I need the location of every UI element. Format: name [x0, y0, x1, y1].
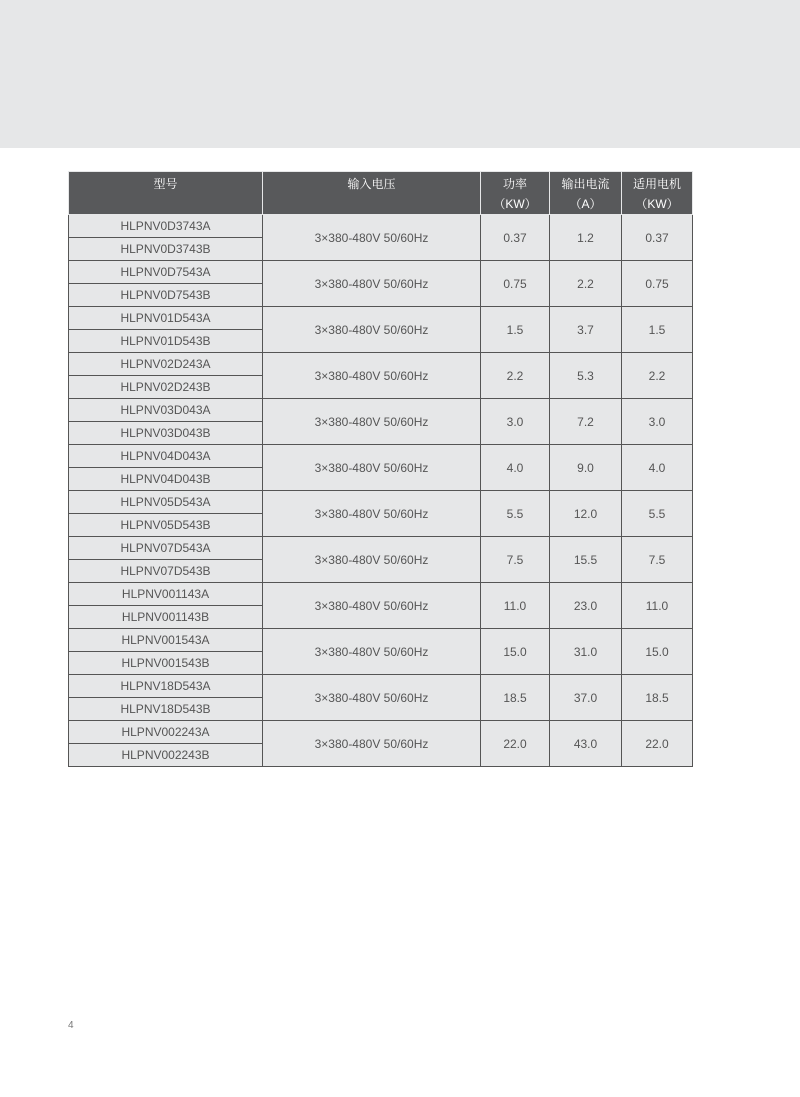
current-cell: 3.7	[550, 307, 622, 353]
voltage-cell: 3×380-480V 50/60Hz	[263, 675, 481, 721]
motor-cell: 7.5	[622, 537, 693, 583]
model-cell: HLPNV002243A	[69, 721, 263, 744]
spec-table	[68, 171, 693, 767]
power-cell: 3.0	[481, 399, 550, 445]
model-cell: HLPNV03D043B	[69, 422, 263, 445]
page-number: 4	[68, 1020, 74, 1031]
power-cell: 4.0	[481, 445, 550, 491]
table-row	[69, 215, 693, 238]
current-cell: 7.2	[550, 399, 622, 445]
model-cell: HLPNV001143B	[69, 606, 263, 629]
model-cell: HLPNV0D3743A	[69, 215, 263, 238]
model-cell: HLPNV0D7543B	[69, 284, 263, 307]
power-cell: 22.0	[481, 721, 550, 767]
model-cell: HLPNV0D7543A	[69, 261, 263, 284]
model-cell: HLPNV001543B	[69, 652, 263, 675]
table-row	[69, 353, 693, 376]
motor-cell: 2.2	[622, 353, 693, 399]
model-cell: HLPNV02D243A	[69, 353, 263, 376]
voltage-cell: 3×380-480V 50/60Hz	[263, 491, 481, 537]
motor-cell: 11.0	[622, 583, 693, 629]
table-row	[69, 675, 693, 698]
power-cell: 2.2	[481, 353, 550, 399]
motor-cell: 5.5	[622, 491, 693, 537]
power-cell: 7.5	[481, 537, 550, 583]
model-cell: HLPNV0D3743B	[69, 238, 263, 261]
table-row	[69, 445, 693, 468]
power-cell: 15.0	[481, 629, 550, 675]
model-cell: HLPNV02D243B	[69, 376, 263, 399]
top-banner-band	[0, 0, 800, 148]
table-row	[69, 537, 693, 560]
voltage-cell: 3×380-480V 50/60Hz	[263, 261, 481, 307]
header-power: 功率 （KW）	[481, 172, 550, 215]
model-cell: HLPNV01D543B	[69, 330, 263, 353]
voltage-cell: 3×380-480V 50/60Hz	[263, 583, 481, 629]
power-cell: 5.5	[481, 491, 550, 537]
voltage-cell: 3×380-480V 50/60Hz	[263, 215, 481, 261]
current-cell: 31.0	[550, 629, 622, 675]
header-output-current-unit: （A）	[569, 197, 602, 211]
spec-table-body	[69, 215, 693, 767]
motor-cell: 1.5	[622, 307, 693, 353]
current-cell: 43.0	[550, 721, 622, 767]
power-cell: 1.5	[481, 307, 550, 353]
model-cell: HLPNV001543A	[69, 629, 263, 652]
current-cell: 37.0	[550, 675, 622, 721]
header-output-current: 输出电流 （A）	[550, 172, 622, 215]
table-row	[69, 629, 693, 652]
current-cell: 5.3	[550, 353, 622, 399]
header-motor-unit: （KW）	[635, 197, 679, 211]
current-cell: 2.2	[550, 261, 622, 307]
model-cell: HLPNV18D543A	[69, 675, 263, 698]
header-power-unit: （KW）	[493, 197, 537, 211]
motor-cell: 15.0	[622, 629, 693, 675]
table-row	[69, 721, 693, 744]
power-cell: 11.0	[481, 583, 550, 629]
voltage-cell: 3×380-480V 50/60Hz	[263, 445, 481, 491]
model-cell: HLPNV07D543A	[69, 537, 263, 560]
model-cell: HLPNV01D543A	[69, 307, 263, 330]
voltage-cell: 3×380-480V 50/60Hz	[263, 353, 481, 399]
motor-cell: 3.0	[622, 399, 693, 445]
header-row	[69, 172, 693, 215]
voltage-cell: 3×380-480V 50/60Hz	[263, 537, 481, 583]
current-cell: 15.5	[550, 537, 622, 583]
header-model: 型号	[69, 172, 263, 215]
spec-table-header	[69, 172, 693, 215]
voltage-cell: 3×380-480V 50/60Hz	[263, 629, 481, 675]
model-cell: HLPNV07D543B	[69, 560, 263, 583]
model-cell: HLPNV001143A	[69, 583, 263, 606]
motor-cell: 22.0	[622, 721, 693, 767]
model-cell: HLPNV03D043A	[69, 399, 263, 422]
table-row	[69, 261, 693, 284]
header-motor: 适用电机 （KW）	[622, 172, 693, 215]
motor-cell: 4.0	[622, 445, 693, 491]
current-cell: 23.0	[550, 583, 622, 629]
power-cell: 18.5	[481, 675, 550, 721]
motor-cell: 0.75	[622, 261, 693, 307]
model-cell: HLPNV04D043A	[69, 445, 263, 468]
current-cell: 9.0	[550, 445, 622, 491]
motor-cell: 0.37	[622, 215, 693, 261]
model-cell: HLPNV05D543A	[69, 491, 263, 514]
table-row	[69, 399, 693, 422]
model-cell: HLPNV04D043B	[69, 468, 263, 491]
motor-cell: 18.5	[622, 675, 693, 721]
current-cell: 1.2	[550, 215, 622, 261]
table-row	[69, 491, 693, 514]
model-cell: HLPNV18D543B	[69, 698, 263, 721]
voltage-cell: 3×380-480V 50/60Hz	[263, 399, 481, 445]
voltage-cell: 3×380-480V 50/60Hz	[263, 721, 481, 767]
power-cell: 0.37	[481, 215, 550, 261]
header-input-voltage: 输入电压	[263, 172, 481, 215]
voltage-cell: 3×380-480V 50/60Hz	[263, 307, 481, 353]
table-row	[69, 307, 693, 330]
table-row	[69, 583, 693, 606]
model-cell: HLPNV05D543B	[69, 514, 263, 537]
current-cell: 12.0	[550, 491, 622, 537]
power-cell: 0.75	[481, 261, 550, 307]
model-cell: HLPNV002243B	[69, 744, 263, 767]
